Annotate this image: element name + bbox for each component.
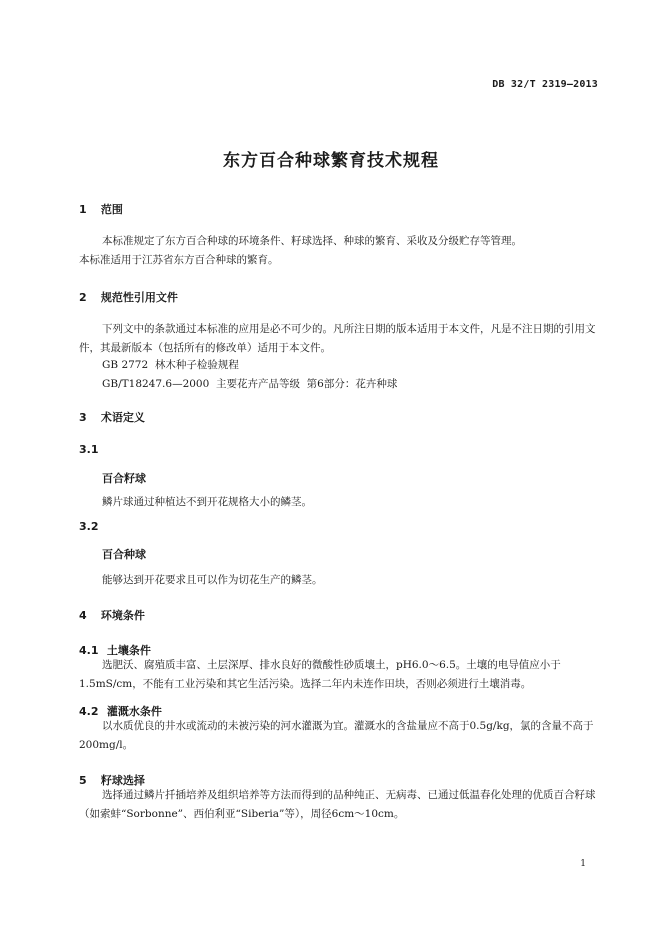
section-1-paragraph-2 <box>79 251 602 270</box>
term-3-2-name: 百合种球 <box>102 548 146 561</box>
section-4-heading <box>79 607 145 623</box>
paragraph-text: 选肥沃、腐殖质丰富、土层深厚、排水良好的微酸性砂质壤土，pH6.0～6.5。土壤的电导值应小于1.5mS/cm，不能有工业污染和其它生活污染。选择二年内未连作田块，否则必须进行土壤消毒。 <box>79 659 561 690</box>
subsection-number: 4.2 <box>79 705 99 718</box>
standard-code: DB 32/T 2319—2013 <box>492 79 598 90</box>
page-number: 1 <box>580 859 586 869</box>
section-number: 5 <box>79 774 87 787</box>
subsection-number: 4.1 <box>79 644 99 657</box>
subsection-4-2-paragraph <box>79 717 602 755</box>
paragraph-text: 以水质优良的井水或流动的未被污染的河水灌溉为宜。灌溉水的含盐量应不高于0.5g/kg，氯的含量不高于200mg/l。 <box>79 720 594 751</box>
section-title: 范围 <box>100 203 123 216</box>
paragraph-text: 下列文中的条款通过本标准的应用是必不可少的。凡所注日期的版本适用于本文件，凡是不注日期的引用文件，其最新版本（包括所有的修改单）适用于本文件。 <box>79 323 596 354</box>
section-1-paragraph-1 <box>79 232 602 251</box>
term-3-2-number: 3.2 <box>79 520 99 533</box>
term-3-1-definition: 鳞片球通过种植达不到开花规格大小的鳞茎。 <box>102 496 312 508</box>
term-3-1-number: 3.1 <box>79 443 99 456</box>
subsection-title: 灌溉水条件 <box>106 705 162 718</box>
term-3-2-definition: 能够达到开花要求且可以作为切花生产的鳞茎。 <box>102 574 323 586</box>
section-title: 术语定义 <box>100 411 145 424</box>
section-number: 1 <box>79 203 87 216</box>
section-number: 3 <box>79 411 87 424</box>
section-3-heading <box>79 409 145 425</box>
subsection-title: 土壤条件 <box>106 644 151 657</box>
section-title: 环境条件 <box>100 609 145 622</box>
section-5-paragraph <box>79 786 602 824</box>
section-title: 规范性引用文件 <box>100 291 178 304</box>
reference-1: GB 2772 林木种子检验规程 <box>102 359 239 371</box>
section-1-heading <box>79 201 123 217</box>
document-title: 东方百合种球繁育技术规程 <box>223 151 439 171</box>
section-title: 籽球选择 <box>100 774 145 787</box>
section-2-heading <box>79 289 178 305</box>
paragraph-text: 选择通过鳞片扦插培养及组织培养等方法而得到的品种纯正、无病毒、已通过低温春化处理的优质百合籽球（如索蚌“Sorbonne”、西伯利亚“Siberia”等），周径6cm～10cm。 <box>79 789 596 820</box>
paragraph-text: 本标准规定了东方百合种球的环境条件、籽球选择、种球的繁育、采收及分级贮存等管理。 <box>102 235 522 247</box>
section-2-paragraph <box>79 320 602 358</box>
subsection-4-1-paragraph <box>79 656 602 694</box>
term-3-1-name: 百合籽球 <box>102 472 146 485</box>
reference-2: GB/T18247.6—2000 主要花卉产品等级 第6部分：花卉种球 <box>102 378 398 390</box>
section-number: 2 <box>79 291 87 304</box>
section-number: 4 <box>79 609 87 622</box>
paragraph-text: 本标准适用于江苏省东方百合种球的繁育。 <box>79 254 279 266</box>
